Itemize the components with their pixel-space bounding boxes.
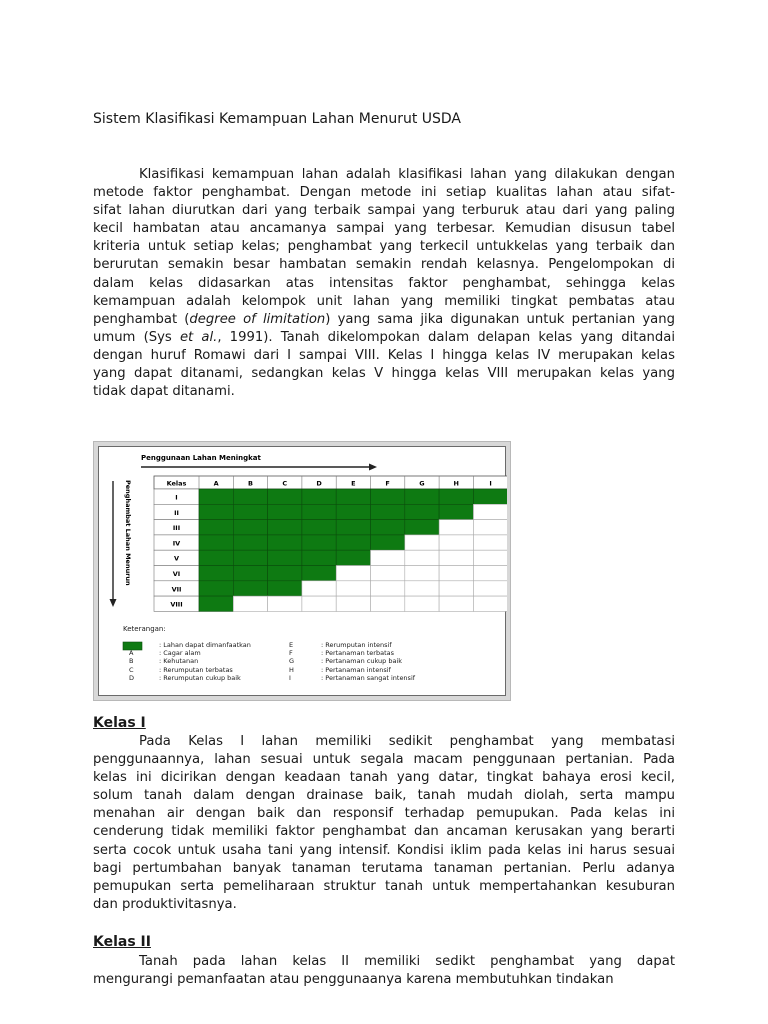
row-label: VI	[172, 570, 181, 578]
column-label: A	[213, 479, 219, 488]
row-label: I	[175, 493, 178, 502]
filled-cell	[336, 504, 370, 519]
text-line: Tanah pada lahan kelas II memiliki sedikt penghambat yang dapat	[139, 954, 675, 969]
text-line: kecil hambatan atau ancamanya sampai yang terbesar. Kemudian disusun tabel	[93, 221, 675, 237]
filled-cell	[199, 550, 233, 565]
text-line: menahan air dengan baik dan responsif terhadap pemupukan. Pada kelas ini	[93, 806, 675, 822]
text-line: tidak dapat ditanami.	[93, 384, 235, 400]
empty-cell	[371, 550, 405, 565]
filled-cell	[233, 535, 267, 550]
text-line: pemupukan serta pemeliharaan struktur tanah untuk mempertahankan kesuburan	[93, 878, 675, 894]
filled-cell	[302, 535, 336, 550]
filled-cell	[233, 504, 267, 519]
text-line: kelas ini dicirikan dengan keadaan tanah yang datar, tingkat bahaya erosi kecil,	[93, 770, 675, 786]
empty-cell	[405, 535, 439, 550]
legend-right-text: : Pertanaman terbatas	[321, 649, 394, 658]
row-label: VII	[171, 585, 182, 594]
text-line: dan produktivitasnya.	[93, 896, 237, 912]
filled-cell	[199, 520, 233, 535]
legend-right-text: : Rerumputan intensif	[321, 641, 392, 649]
column-label: E	[351, 479, 356, 488]
filled-cell	[268, 504, 302, 519]
filled-cell	[336, 520, 370, 535]
side-arrow-head	[110, 599, 117, 607]
column-label: F	[385, 479, 390, 488]
empty-cell	[439, 596, 473, 611]
filled-cell	[268, 581, 302, 596]
filled-cell	[371, 504, 405, 519]
kelas-2-paragraph	[93, 953, 675, 989]
filled-cell	[199, 581, 233, 596]
row-label: III	[172, 524, 181, 533]
empty-cell	[473, 596, 507, 611]
class-chart-figure	[93, 441, 511, 701]
column-label: I	[489, 479, 492, 488]
text-line: dalam kelas didasarkan atas intensitas faktor penghambat, sehingga kelas	[93, 275, 675, 291]
empty-cell	[371, 596, 405, 611]
filled-cell	[302, 550, 336, 565]
filled-cell	[439, 504, 473, 519]
text-line: berurutan semakin besar hambatan semakin rendah kelasnya. Pengelompokan di	[93, 257, 675, 273]
text-line: solum tanah dalam dengan drainase baik, tanah mudah diolah, serta mampu	[93, 788, 675, 804]
top-arrow-head	[369, 464, 377, 471]
filled-cell	[405, 504, 439, 519]
legend-right-key: G	[289, 657, 295, 666]
filled-cell	[233, 489, 267, 504]
filled-cell	[336, 489, 370, 504]
empty-cell	[473, 520, 507, 535]
empty-cell	[405, 566, 439, 581]
filled-cell	[302, 566, 336, 581]
side-axis-label: Penghambat Lahan Menurun	[124, 480, 132, 586]
empty-cell	[371, 581, 405, 596]
text-line: umum (Sys et al., 1991). Tanah dikelompokan dalam delapan kelas yang ditandai	[93, 329, 676, 345]
legend-right-text: : Pertanaman sangat intensif	[321, 673, 416, 682]
empty-cell	[439, 566, 473, 581]
column-label: D	[316, 479, 322, 488]
kelas-1-paragraph	[93, 733, 675, 914]
filled-cell	[302, 504, 336, 519]
row-label: IV	[172, 539, 181, 548]
filled-cell	[336, 550, 370, 565]
empty-cell	[336, 596, 370, 611]
filled-cell	[302, 489, 336, 504]
filled-cell	[233, 550, 267, 565]
row-label: V	[173, 554, 180, 563]
text-line: yang dapat ditanami, sedangkan kelas V hingga kelas VIII merupakan kelas yang	[93, 366, 675, 382]
text-line: serta cocok untuk usaha tani yang intensif. Kondisi iklim pada kelas ini harus sesuai	[93, 842, 675, 858]
legend-left-text: : Rerumputan cukup baik	[159, 673, 241, 682]
legend-left-text: : Rerumputan terbatas	[159, 665, 233, 674]
legend-right-key: F	[289, 649, 293, 658]
text-line: Klasifikasi kemampuan lahan adalah klasifikasi lahan yang dilakukan dengan	[139, 167, 675, 182]
empty-cell	[302, 596, 336, 611]
legend-right-key: I	[289, 673, 291, 682]
filled-cell	[199, 535, 233, 550]
legend-left-key: B	[129, 657, 134, 666]
text-line: kemampuan adalah kelompok unit lahan yang memiliki tingkat pembatas atau	[93, 293, 675, 309]
column-label: G	[419, 479, 425, 488]
legend-left-text: : Cagar alam	[159, 649, 201, 658]
legend-right-text: : Pertanaman cukup baik	[321, 657, 402, 666]
kelas-2-heading: Kelas II	[93, 934, 151, 950]
top-axis-label: Penggunaan Lahan Meningkat	[141, 454, 261, 462]
filled-cell	[199, 489, 233, 504]
column-label: H	[453, 479, 459, 488]
text-line: penghambat (degree of limitation) yang sama jika digunakan untuk pertanian yang	[93, 311, 675, 327]
filled-cell	[371, 520, 405, 535]
text-line: Pada Kelas I lahan memiliki sedikit penghambat yang membatasi	[139, 734, 675, 749]
text-line: mengurangi pemanfaatan atau penggunaanya karena membutuhkan tindakan	[93, 972, 614, 988]
filled-cell	[199, 596, 233, 611]
kelas-1-heading: Kelas I	[93, 715, 146, 731]
empty-cell	[233, 596, 267, 611]
text-line: cenderung tidak memiliki faktor penghambat dan ancaman kerusakan yang berarti	[93, 824, 675, 840]
legend-left-key: D	[129, 673, 135, 682]
legend-left-key: A	[129, 649, 134, 658]
empty-cell	[268, 596, 302, 611]
column-label: B	[247, 479, 253, 488]
text-line: dengan huruf Romawi dari I sampai VIII. Kelas I hingga kelas IV merupakan kelas	[93, 347, 675, 363]
empty-cell	[439, 520, 473, 535]
filled-cell	[268, 520, 302, 535]
legend-left-text: : Lahan dapat dimanfaatkan	[159, 641, 251, 649]
legend-left-key: C	[129, 665, 134, 674]
filled-cell	[199, 504, 233, 519]
filled-cell	[233, 566, 267, 581]
text-line: penggunaannya, lahan sesuai untuk segala macam penggunaan pertanian. Pada	[93, 752, 675, 768]
filled-cell	[268, 566, 302, 581]
empty-cell	[473, 535, 507, 550]
empty-cell	[473, 550, 507, 565]
filled-cell	[439, 489, 473, 504]
empty-cell	[405, 550, 439, 565]
text-line: kriteria untuk setiap kelas; penghambat yang terkecil untukkelas yang terbaik dan	[93, 239, 675, 255]
filled-cell	[233, 581, 267, 596]
legend-left-text: : Kehutanan	[159, 657, 199, 666]
legend-right-key: E	[289, 641, 294, 649]
page-title: Sistem Klasifikasi Kemampuan Lahan Menurut USDA	[93, 111, 462, 127]
kelas-header: Kelas	[166, 479, 187, 488]
class-chart-frame	[98, 446, 506, 696]
filled-cell	[233, 520, 267, 535]
empty-cell	[473, 581, 507, 596]
filled-cell	[405, 520, 439, 535]
empty-cell	[336, 581, 370, 596]
filled-cell	[371, 535, 405, 550]
filled-cell	[405, 489, 439, 504]
filled-cell	[371, 489, 405, 504]
empty-cell	[439, 581, 473, 596]
text-line: metode faktor penghambat. Dengan metode ini setiap kualitas lahan atau sifat-	[93, 185, 675, 201]
column-label: C	[282, 479, 288, 488]
empty-cell	[302, 581, 336, 596]
row-label: VIII	[170, 600, 183, 609]
empty-cell	[439, 550, 473, 565]
row-label: II	[174, 508, 179, 517]
empty-cell	[336, 566, 370, 581]
filled-cell	[268, 535, 302, 550]
empty-cell	[371, 566, 405, 581]
empty-cell	[439, 535, 473, 550]
text-line: sifat lahan diurutkan dari yang terbaik sampai yang terburuk atau dari yang paling	[93, 203, 675, 219]
filled-cell	[473, 489, 507, 504]
empty-cell	[405, 581, 439, 596]
filled-cell	[336, 535, 370, 550]
empty-cell	[473, 504, 507, 519]
legend-right-text: : Pertanaman intensif	[321, 665, 391, 674]
legend-right-key: H	[289, 665, 294, 674]
empty-cell	[405, 596, 439, 611]
empty-cell	[473, 566, 507, 581]
filled-cell	[268, 489, 302, 504]
filled-cell	[199, 566, 233, 581]
text-line: bagi pertumbahan banyak tanaman terutama tanaman pertanian. Perlu adanya	[93, 860, 675, 876]
intro-paragraph	[93, 166, 675, 401]
legend-title: Keterangan:	[123, 625, 166, 633]
filled-cell	[302, 520, 336, 535]
filled-cell	[268, 550, 302, 565]
